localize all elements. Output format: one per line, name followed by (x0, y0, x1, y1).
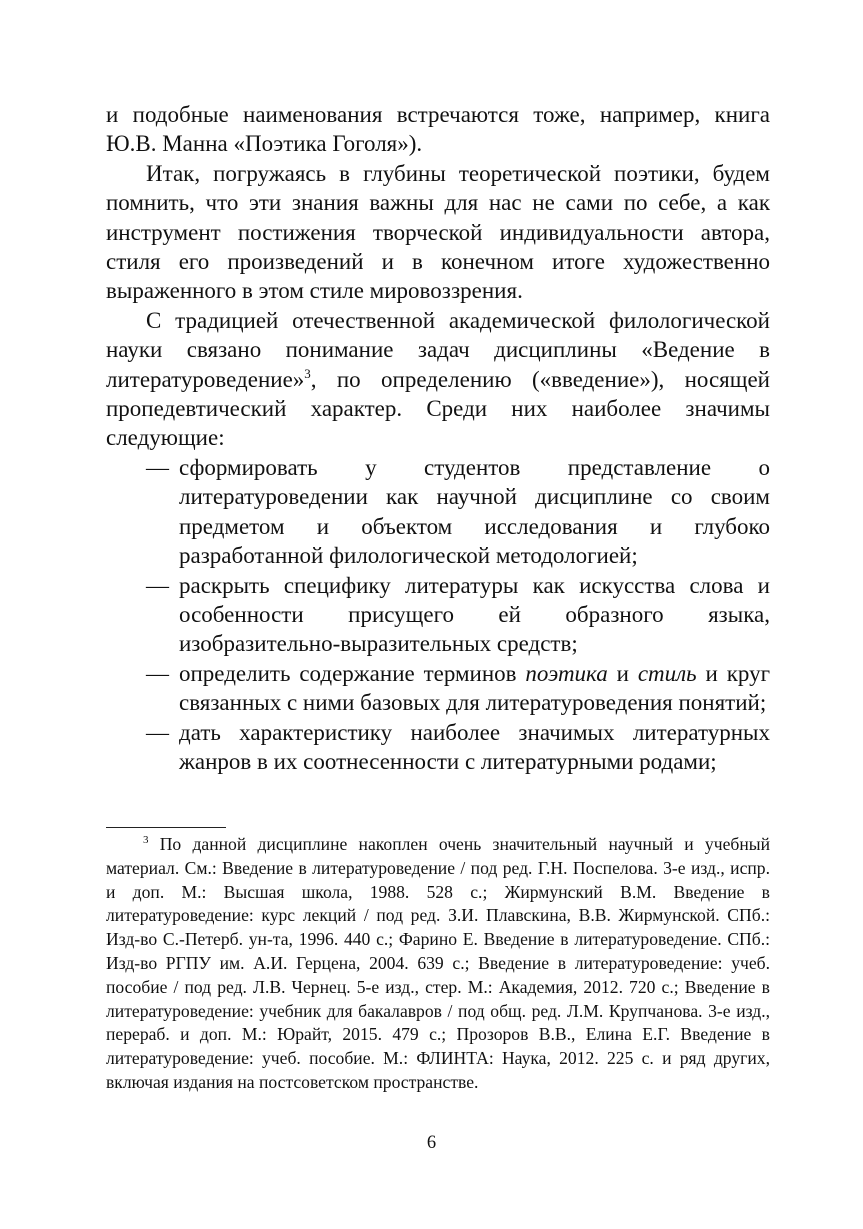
paragraph-continuation: и подобные наименования встречаются тоже, например, книга Ю.В. Манна «Поэтика Гоголя»). (106, 102, 770, 157)
list-item (106, 718, 770, 777)
footnote-reference[interactable]: 3 (304, 365, 311, 381)
footnote-text: По данной дисциплине накоплен очень значительный научный и учебный материал. См.: Введение в литературоведение / под ред. Г.Н. Поспелова. 3-е изд., испр. и доп. М.: Высшая школа, 1988. 528 с.; Жирмунский В.М. Введение в литературоведение: курс лекций / под ред. З.И. Плавскина, В.В. Жирмунской. СПб.: Изд-во С.-Петерб. ун-та, 1996. 440 с.; Фарино Е. Введение в литературоведение. СПб.: Изд-во РГПУ им. А.И. Герцена, 2004. 639 с.; Введение в литературоведение: учеб. пособие / под ред. Л.В. Чернец. 5-е изд., стер. М.: Академия, 2012. 720 с.; Введение в литературоведение: учебник для бакалавров / под общ. ред. Л.М. Крупчанова. 3-е изд., перераб. и доп. М.: Юрайт, 2015. 479 с.; Прозоров В.В., Елина Е.Г. Введение в литературоведение: учеб. пособие. М.: ФЛИНТА: Наука, 2012. 225 с. и ряд других, включая издания на постсоветском пространстве. (106, 834, 770, 1092)
list-item-text: и (607, 660, 638, 686)
paragraph-text-part: , по определению («введение»), носящей пропедевтический характер. Среди них наиболее значимы следующие: (106, 366, 770, 451)
page-body (106, 100, 770, 776)
list-item (106, 571, 770, 659)
list-item-text: дать характеристику наиболее значимых литературных жанров в их соотнесенности с литературными родами; (179, 719, 770, 774)
footnote (106, 833, 770, 1095)
footnote-marker: 3 (143, 834, 149, 846)
list-item (106, 659, 770, 718)
page-number: 6 (426, 1133, 437, 1153)
paragraph-poetics: Итак, погружаясь в глубины теоретической поэтики, будем помнить, что эти знания важны для нас не сами по себе, а как инструмент постижения творческой индивидуальности автора, стиля его произведений и в конечном итоге художественно выраженного в этом стиле мировоззрения. (106, 160, 770, 304)
dash-bullet: — (146, 454, 169, 480)
dash-bullet: — (146, 660, 169, 686)
list-item (106, 453, 770, 571)
list-item-text: определить содержание терминов (179, 660, 526, 686)
list-item-text: и круг связанных с ними базовых для литературоведения понятий; (179, 660, 770, 716)
list-item-text: сформировать у студентов представление о литературоведении как научной дисциплине со своим предметом и объектом исследования и глубоко разработанной филологической методологией; (179, 454, 770, 569)
list-item-text: раскрыть специфику литературы как искусства слова и особенности присущего ей образного языка, изобразительно-выразительных средств; (179, 572, 770, 657)
term-style: стиль (637, 660, 697, 686)
tasks-list (106, 453, 770, 776)
dash-bullet: — (146, 572, 169, 598)
paragraph-discipline-tasks (106, 306, 770, 453)
term-poetics: поэтика (525, 660, 608, 686)
footnote-divider (106, 827, 226, 828)
paragraph-text-part: С традицией отечественной академической филологической науки связано понимание задач дисциплины «Ведение в литературоведение» (106, 307, 770, 392)
dash-bullet: — (146, 719, 169, 745)
